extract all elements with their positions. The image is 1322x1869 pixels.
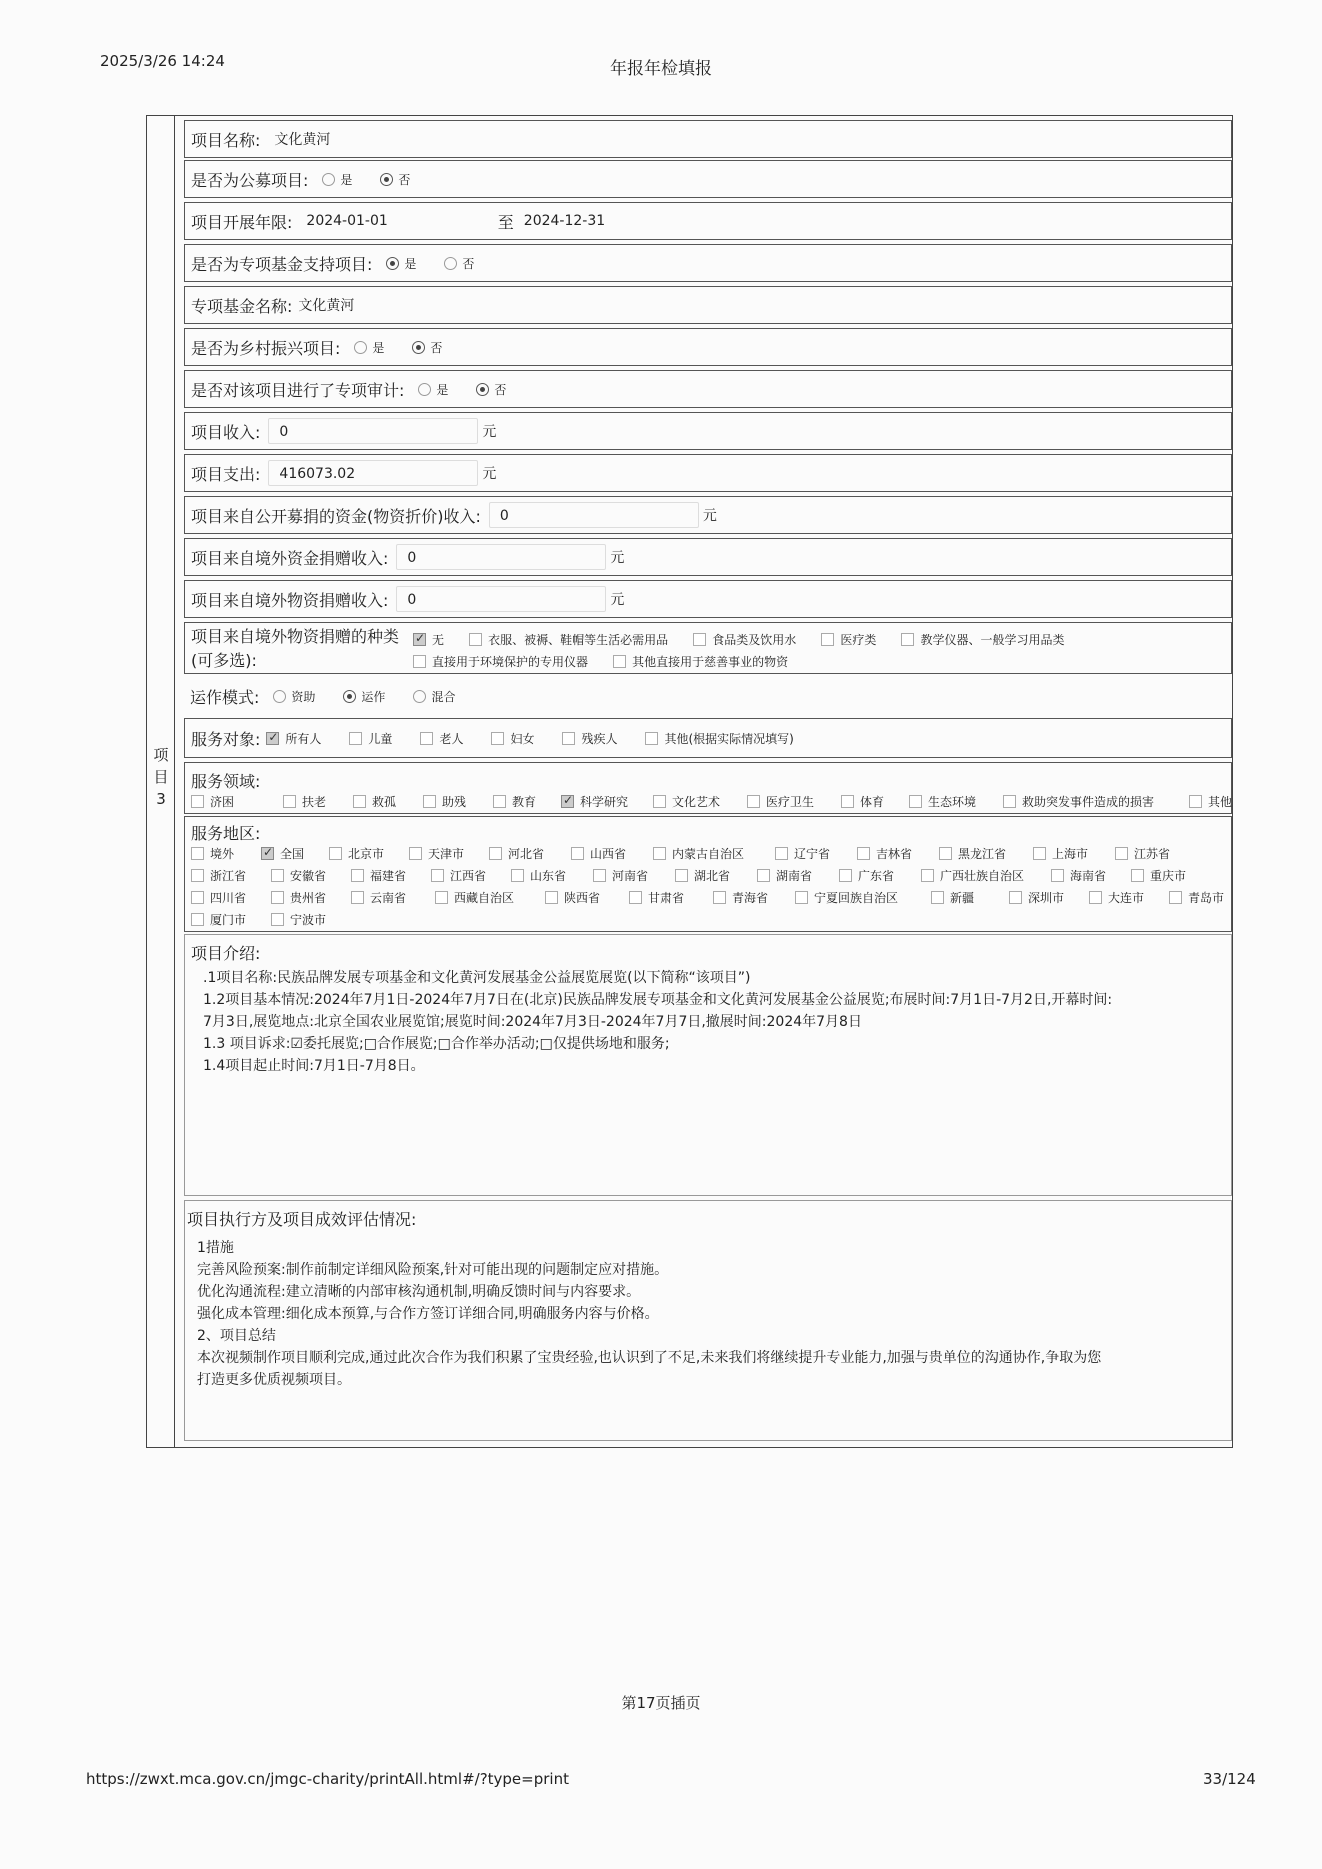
page-counter: 33/124 xyxy=(1203,1770,1256,1788)
region-checkbox[interactable] xyxy=(489,847,502,860)
region-checkbox[interactable] xyxy=(329,847,342,860)
field-checkbox[interactable] xyxy=(841,795,854,808)
fund-name-value: 文化黄河 xyxy=(298,298,355,314)
row-fund-name: 专项基金名称: 文化黄河 xyxy=(184,286,1232,324)
goods-type-checkbox[interactable] xyxy=(469,633,482,646)
field-checkbox[interactable] xyxy=(909,795,922,808)
public-yes-radio[interactable] xyxy=(322,173,335,186)
goods-type-checkbox[interactable] xyxy=(693,633,706,646)
region-checkbox[interactable] xyxy=(545,891,558,904)
project-index-label: 项 目 3 xyxy=(153,746,169,808)
target-checkbox[interactable] xyxy=(645,732,658,745)
row-foreign-goods-income: 项目来自境外物资捐赠收入: 0 元 xyxy=(184,580,1232,618)
region-checkbox[interactable] xyxy=(1131,869,1144,882)
fund-no-radio[interactable] xyxy=(444,257,457,270)
region-checkbox[interactable] xyxy=(1009,891,1022,904)
region-checkbox[interactable] xyxy=(191,847,204,860)
region-checkbox[interactable] xyxy=(571,847,584,860)
region-row-1: 境外✓ 全国 北京市 天津市 河北省 山西省 内蒙古自治区 辽宁省 吉林省 黑龙江省 上海市 江苏省 xyxy=(191,845,1170,862)
region-checkbox[interactable] xyxy=(351,891,364,904)
region-checkbox[interactable] xyxy=(593,869,606,882)
mode-mixed-radio[interactable] xyxy=(413,690,426,703)
fund-yes-radio[interactable] xyxy=(386,257,399,270)
goods-type-checkbox[interactable] xyxy=(821,633,834,646)
region-checkbox[interactable] xyxy=(271,891,284,904)
field-checkbox[interactable] xyxy=(423,795,436,808)
region-checkbox[interactable] xyxy=(1115,847,1128,860)
region-checkbox[interactable] xyxy=(839,869,852,882)
region-checkbox[interactable] xyxy=(857,847,870,860)
field-checkbox[interactable] xyxy=(653,795,666,808)
public-no-radio[interactable] xyxy=(380,173,393,186)
region-row-2: 浙江省 安徽省 福建省 江西省 山东省 河南省 湖北省 湖南省 广东省 广西壮族自治区 海南省 重庆市 xyxy=(191,867,1186,884)
field-checkbox[interactable] xyxy=(561,795,574,808)
row-project-name: 项目名称: 文化黄河 xyxy=(184,120,1232,158)
project-name-value: 文化黄河 xyxy=(274,132,331,148)
row-foreign-goods-types: 项目来自境外物资捐赠的种类 (可多选): ✓无 衣服、被褥、鞋帽等生活必需用品 食品类及饮用水 医疗类 教学仪器、一般学习用品类 直接用于环境保护的专用仪器 其他直接用于慈善事业的物资 xyxy=(184,622,1232,674)
page-insert-note: 第17页插页 xyxy=(621,1694,701,1712)
field-checkbox[interactable] xyxy=(1189,795,1202,808)
foreign-goods-field[interactable]: 0 xyxy=(396,586,606,612)
project-form xyxy=(146,115,1233,1448)
target-checkbox[interactable] xyxy=(420,732,433,745)
target-checkbox[interactable] xyxy=(562,732,575,745)
row-public-fundraising: 是否为公募项目: 是 否 xyxy=(184,160,1232,198)
row-foreign-fund-income: 项目来自境外资金捐赠收入: 0 元 xyxy=(184,538,1232,576)
field-checkbox[interactable] xyxy=(1003,795,1016,808)
region-checkbox[interactable] xyxy=(775,847,788,860)
target-checkbox[interactable] xyxy=(266,732,279,745)
region-checkbox[interactable] xyxy=(629,891,642,904)
print-url: https://zwxt.mca.gov.cn/jmgc-charity/printAll.html#/?type=print xyxy=(86,1770,569,1788)
field-checkbox[interactable] xyxy=(353,795,366,808)
income-field[interactable]: 0 xyxy=(268,418,478,444)
row-service-region: 服务地区: 境外✓ 全国 北京市 天津市 河北省 山西省 内蒙古自治区 辽宁省 吉林省 黑龙江省 上海市 江苏省 浙江省 安徽省 福建省 江西省 山东省 河南省 湖北省 湖南省 广东省 广西壮族自治区 海南省 重庆市 四川省 贵州省 云南省 西藏自治区 陕西省 甘肃省 青海省 宁夏回族自治区 新疆 深圳市 大连市 青岛市 厦门市 宁波市 xyxy=(184,816,1232,932)
region-checkbox[interactable] xyxy=(261,847,274,860)
field-checkbox[interactable] xyxy=(747,795,760,808)
period-start-value: 2024-01-01 xyxy=(306,213,388,229)
region-checkbox[interactable] xyxy=(271,869,284,882)
region-checkbox[interactable] xyxy=(795,891,808,904)
row-expense: 项目支出: 416073.02 元 xyxy=(184,454,1232,492)
public-donation-field[interactable]: 0 xyxy=(489,502,699,528)
row-public-donation-income: 项目来自公开募捐的资金(物资折价)收入: 0 元 xyxy=(184,496,1232,534)
region-checkbox[interactable] xyxy=(191,891,204,904)
field-checkbox[interactable] xyxy=(283,795,296,808)
region-checkbox[interactable] xyxy=(351,869,364,882)
page-title: 年报年检填报 xyxy=(610,59,712,79)
region-checkbox[interactable] xyxy=(409,847,422,860)
region-checkbox[interactable] xyxy=(435,891,448,904)
field-checkbox[interactable] xyxy=(191,795,204,808)
rural-yes-radio[interactable] xyxy=(354,341,367,354)
region-checkbox[interactable] xyxy=(1089,891,1102,904)
region-checkbox[interactable] xyxy=(511,869,524,882)
row-service-target: 服务对象: ✓ 所有人 儿童 老人 妇女 残疾人 其他(根据实际情况填写) xyxy=(184,718,1232,758)
region-checkbox[interactable] xyxy=(931,891,944,904)
project-side-column xyxy=(147,116,175,1447)
audit-no-radio[interactable] xyxy=(476,383,489,396)
expense-field[interactable]: 416073.02 xyxy=(268,460,478,486)
target-checkbox[interactable] xyxy=(349,732,362,745)
rural-no-radio[interactable] xyxy=(412,341,425,354)
goods-type-checkbox[interactable] xyxy=(413,655,426,668)
row-service-field: 服务领域: 济困 扶老 救孤 助残 教育✓ 科学研究 文化艺术 医疗卫生 体育 生态环境 救助突发事件造成的损害 其他 xyxy=(184,762,1232,814)
region-row-3: 四川省 贵州省 云南省 西藏自治区 陕西省 甘肃省 青海省 宁夏回族自治区 新疆 深圳市 大连市 青岛市 xyxy=(191,889,1224,906)
field-checkbox[interactable] xyxy=(493,795,506,808)
region-row-4: 厦门市 宁波市 xyxy=(191,911,326,928)
mode-operate-radio[interactable] xyxy=(343,690,356,703)
mode-grant-radio[interactable] xyxy=(273,690,286,703)
region-checkbox[interactable] xyxy=(191,869,204,882)
goods-type-checkbox[interactable] xyxy=(901,633,914,646)
region-checkbox[interactable] xyxy=(675,869,688,882)
target-checkbox[interactable] xyxy=(491,732,504,745)
evaluation-text[interactable]: 1措施 完善风险预案:制作前制定详细风险预案,针对可能出现的问题制定应对措施。 优化沟通流程:建立清晰的内部审核沟通机制,明确反馈时间与内容要求。 强化成本管理:细化成本预算,与合作方签订详细合同,明确服务内容与价格。 2、项目总结 本次视频制作项目顺利完成,通过此次合作为我们积累了宝贵经验,也认识到了不足,未来我们将继续提升专业能力,加强与贵单位的沟通协作,争取为您 打造更多优质视频项目。 xyxy=(197,1240,1102,1388)
row-operation-mode: 运作模式: 资助 运作 混合 xyxy=(190,687,456,707)
audit-yes-radio[interactable] xyxy=(418,383,431,396)
region-checkbox[interactable] xyxy=(1051,869,1064,882)
region-checkbox[interactable] xyxy=(1033,847,1046,860)
region-checkbox[interactable] xyxy=(191,913,204,926)
row-rural-revitalization: 是否为乡村振兴项目: 是 否 xyxy=(184,328,1232,366)
print-date: 2025/3/26 14:24 xyxy=(100,52,225,70)
row-income: 项目收入: 0 元 xyxy=(184,412,1232,450)
region-checkbox[interactable] xyxy=(653,847,666,860)
row-special-fund: 是否为专项基金支持项目: 是 否 xyxy=(184,244,1232,282)
row-project-period: 项目开展年限: 2024-01-01 至 2024-12-31 xyxy=(184,202,1232,240)
goods-type-checkbox[interactable] xyxy=(413,633,426,646)
row-project-intro: 项目介绍: .1项目名称:民族品牌发展专项基金和文化黄河发展基金公益展览展览(以下简称“该项目”) 1.2项目基本情况:2024年7月1日-2024年7月7日在(北京)民族品牌发展专项基金和文化黄河发展基金公益展览;布展时间:7月1日-7月2日,开幕时间: 7月3日,展览地点:北京全国农业展览馆;展览时间:2024年7月3日-2024年7月7日,撤展时间:2024年7月8日 1.3 项目诉求:☑委托展览;□合作展览;□合作举办活动;□仅提供场地和服务; 1.4项目起止时间:7月1日-7月8日。 xyxy=(184,934,1232,1196)
region-checkbox[interactable] xyxy=(939,847,952,860)
project-intro-text[interactable]: .1项目名称:民族品牌发展专项基金和文化黄河发展基金公益展览展览(以下简称“该项目”) 1.2项目基本情况:2024年7月1日-2024年7月7日在(北京)民族品牌发展专项基金和文化黄河发展基金公益展览;布展时间:7月1日-7月2日,开幕时间: 7月3日,展览地点:北京全国农业展览馆;展览时间:2024年7月3日-2024年7月7日,撤展时间:2024年7月8日 1.3 项目诉求:☑委托展览;□合作展览;□合作举办活动;□仅提供场地和服务; 1.4项目起止时间:7月1日-7月8日。 xyxy=(203,970,1113,1074)
region-checkbox[interactable] xyxy=(1169,891,1182,904)
foreign-fund-field[interactable]: 0 xyxy=(396,544,606,570)
region-checkbox[interactable] xyxy=(431,869,444,882)
row-special-audit: 是否对该项目进行了专项审计: 是 否 xyxy=(184,370,1232,408)
period-end-value: 2024-12-31 xyxy=(523,213,606,229)
row-execution-evaluation: 项目执行方及项目成效评估情况: 1措施 完善风险预案:制作前制定详细风险预案,针对可能出现的问题制定应对措施。 优化沟通流程:建立清晰的内部审核沟通机制,明确反馈时间与内容要求。 强化成本管理:细化成本预算,与合作方签订详细合同,明确服务内容与价格。 2、项目总结 本次视频制作项目顺利完成,通过此次合作为我们积累了宝贵经验,也认识到了不足,未来我们将继续提升专业能力,加强与贵单位的沟通协作,争取为您 打造更多优质视频项目。 xyxy=(184,1200,1232,1441)
region-checkbox[interactable] xyxy=(757,869,770,882)
region-checkbox[interactable] xyxy=(713,891,726,904)
region-checkbox[interactable] xyxy=(921,869,934,882)
region-checkbox[interactable] xyxy=(271,913,284,926)
goods-type-checkbox[interactable] xyxy=(613,655,626,668)
